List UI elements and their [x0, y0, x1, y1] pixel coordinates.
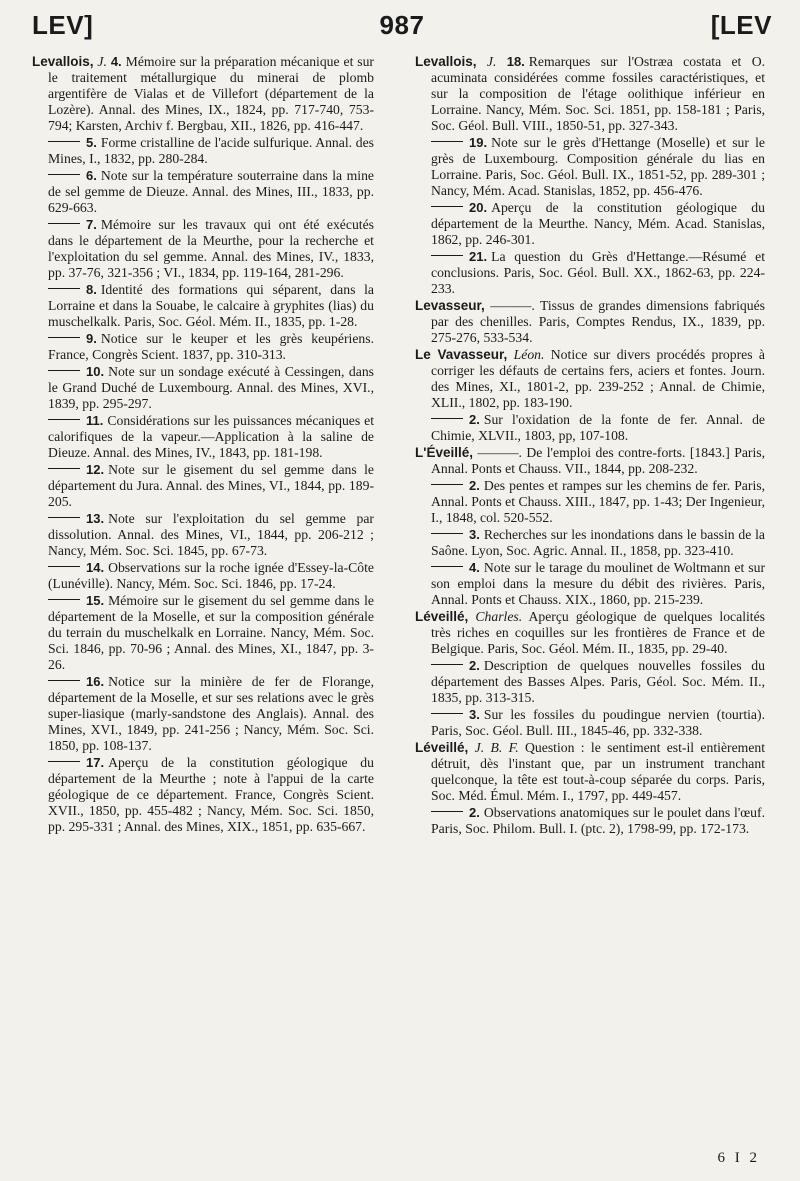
ditto-rule [48, 174, 80, 175]
entry-text: Aperçu de la constitution géologique du département de la Meurthe ; note à l'appui de la carte géologique de ce département. France, Congrès Scient. XVII., 1850, pp. 455-482 ; Nancy, Mém. Soc. Sci. 1850, pp. 295-331 ; Annal. des Mines, XIX., 1851, pp. 635-667. [48, 755, 374, 834]
ditto-rule [431, 566, 463, 567]
bibliography-entry [415, 200, 765, 248]
entry-number: 7. [86, 217, 97, 232]
ditto-rule [431, 484, 463, 485]
entry-text: Notice sur la minière de fer de Florange, département de la Moselle, et sur ses relations avec le grès super-liasique (marly-sandstone des Anglais). Annal. des Mines, XVI., 1849, pp. 241-256 ; Nancy, Mém. Soc. Sci. 1850, pp. 108-137. [48, 674, 374, 753]
entry-number: 13. [86, 511, 105, 526]
entry-number: 4. [469, 560, 480, 575]
entry-text: Mémoire sur les travaux qui ont été exécutés dans le département de la Meurthe, pour la recherche et l'exploitation du sel gemme. Annal. des Mines, IV., 1833, pp. 37-76, 321-356 ; VI., 1834, pp. 119-164, 281-296. [48, 217, 374, 280]
entry-number: 12. [86, 462, 105, 477]
bibliography-entry [32, 217, 374, 281]
bibliography-entry [415, 412, 765, 444]
author-name: Levallois, [32, 54, 94, 69]
entry-number: 3. [469, 527, 480, 542]
bibliography-entry-author [32, 54, 374, 134]
ditto-rule [431, 141, 463, 142]
entry-text: Observations sur la roche ignée d'Essey-la-Côte (Lunéville). Nancy, Mém. Soc. Sci. 1846, pp. 17-24. [48, 560, 374, 591]
right-column [415, 54, 765, 838]
entry-number: 16. [86, 674, 105, 689]
ditto-rule [431, 713, 463, 714]
entry-text: Note sur la température souterraine dans la mine de sel gemme de Dieuze. Annal. des Mines, III., 1833, pp. 629-663. [48, 168, 374, 215]
entry-text: ———. De l'emploi des contre-forts. [1843.] Paris, Annal. Ponts et Chauss. VII., 1844, pp. 208-232. [431, 445, 766, 476]
author-name: L'Éveillé, [415, 445, 473, 460]
author-name: Léveillé, [415, 609, 469, 624]
bibliography-entry [32, 593, 374, 673]
bibliography-entry-author [415, 54, 765, 134]
bibliography-entry [415, 805, 765, 837]
author-name: Léveillé, [415, 740, 469, 755]
bibliography-entry [32, 755, 374, 835]
entry-number: 3. [469, 707, 480, 722]
bibliography-entry [32, 560, 374, 592]
author-name: Le Vavasseur, [415, 347, 508, 362]
author-name: Levasseur, [415, 298, 485, 313]
entry-text: Note sur le tarage du moulinet de Woltmann et sur son emploi dans la mesure du débit des rivières. Paris, Annal. Ponts et Chauss. XIX., 1860, pp. 215-239. [431, 560, 765, 607]
entry-number: 15. [86, 593, 105, 608]
entry-number: 14. [86, 560, 105, 575]
ditto-rule [431, 811, 463, 812]
entry-number: 2. [469, 412, 480, 427]
entry-number: 2. [469, 478, 480, 493]
ditto-rule [48, 370, 80, 371]
entry-text: Question : le sentiment est-il entièrement détruit, dès l'instant que, par un instrument tranchant quelconque, la tête est tout-à-coup séparée du corps. Paris, Soc. Méd. Émul. Mém. I., 1797, pp. 449-457. [431, 740, 766, 803]
bibliography-entry [415, 249, 765, 297]
entry-number: 18. [506, 54, 525, 69]
entry-text: Recherches sur les inondations dans le bassin de la Saône. Lyon, Soc. Agric. Annal. II., 1858, pp. 323-410. [431, 527, 765, 558]
entry-number: 6. [86, 168, 97, 183]
bibliography-entry-author [415, 347, 765, 411]
signature-mark: 6 I 2 [717, 1150, 760, 1166]
entry-text: Note sur le grès d'Hettange (Moselle) et sur le grès de Luxembourg. Composition générale du lias en Lorraine. Paris, Soc. Géol. Bull. IX., 1851-52, pp. 289-301 ; Nancy, Mém. Acad. Stanislas, 1852, pp. 456-476. [431, 135, 765, 198]
entry-text: Identité des formations qui séparent, dans la Lorraine et dans la Souabe, le calcaire à gryphites (lias) du muschelkalk. Paris, Soc. Géol. Mém. II., 1835, pp. 1-28. [48, 282, 374, 329]
entry-number: 2. [469, 658, 480, 673]
entry-text: Note sur le gisement du sel gemme dans le département du Jura. Annal. des Mines, VI., 1844, pp. 189-205. [48, 462, 374, 509]
ditto-rule [48, 517, 80, 518]
entry-text: Considérations sur les puissances mécaniques et calorifiques de la vapeur.—Application à la saline de Dieuze. Annal. des Mines, IV., 1843, pp. 181-198. [48, 413, 374, 460]
entry-text: Mémoire sur la préparation mécanique et sur le traitement métallurgique du minerai de plomb argentifère de Vialas et de Villefort (département de la Lozère). Annal. des Mines, IX., 1824, pp. 717-740, 753-794; Karsten, Archiv f. Bergbau, XII., 1826, pp. 416-447. [48, 54, 374, 133]
author-name: Levallois, [415, 54, 477, 69]
running-header [32, 10, 772, 46]
bibliography-entry-author [415, 298, 765, 346]
ditto-rule [48, 337, 80, 338]
ditto-rule [431, 418, 463, 419]
ditto-rule [48, 761, 80, 762]
entry-text: Aperçu géologique de quelques localités très riches en coquilles sur les frontières de France et de Belgique. Paris, Soc. Géol. Mém. II., 1835, pp. 29-40. [431, 609, 766, 656]
bibliography-entry [415, 135, 765, 199]
bibliography-entry [415, 527, 765, 559]
header-right-guide-word: [LEV [710, 10, 772, 40]
entry-text: Des pentes et rampes sur les chemins de fer. Paris, Annal. Ponts et Chauss. XIII., 1847, pp. 1-43; Der Ingenieur, I., 1848, col. 520-552. [431, 478, 765, 525]
entry-text: Forme cristalline de l'acide sulfurique. Annal. des Mines, I., 1832, pp. 280-284. [48, 135, 374, 166]
entry-number: 10. [86, 364, 105, 379]
entry-text: Remarques sur l'Ostræa costata et O. acuminata considérées comme fossiles caractéristiques, et sur la composition de l'étage oolithique inférieur en Lorraine. Nancy, Mém. Soc. Sci. 1851, pp. 158-181 ; Paris, Soc. Géol. Bull. VIII., 1850-51, pp. 327-343. [431, 54, 766, 133]
ditto-rule [48, 599, 80, 600]
entry-text: ———. Tissus de grandes dimensions fabriqués par des chenilles. Paris, Comptes Rendus, IX., 1839, pp. 275-276, 533-534. [431, 298, 766, 345]
entry-number: 20. [469, 200, 488, 215]
entry-number: 2. [469, 805, 480, 820]
entry-number: 5. [86, 135, 97, 150]
entry-text: Note sur l'exploitation du sel gemme par dissolution. Annal. des Mines, VI., 1844, pp. 206-212 ; Nancy, Mém. Soc. Sci. 1845, pp. 67-73. [48, 511, 374, 558]
entry-text: Aperçu de la constitution géologique du département de la Meurthe. Nancy, Mém. Acad. Stanislas, 1862, pp. 246-301. [431, 200, 765, 247]
bibliography-entry [32, 168, 374, 216]
bibliography-entry-author [415, 445, 765, 477]
bibliography-entry [415, 658, 765, 706]
entry-text: Observations anatomiques sur le poulet dans l'œuf. Paris, Soc. Philom. Bull. I. (ptc. 2), 1798-99, pp. 172-173. [431, 805, 765, 836]
author-given-name: J. [97, 54, 107, 69]
entry-text: Notice sur divers procédés propres à corriger les défauts de certains fers, aciers et fontes. Journ. des Mines, XI., 1801-2, pp. 239-252 ; Annal. de Chimie, XLII., 1802, pp. 183-190. [431, 347, 765, 410]
ditto-rule [48, 141, 80, 142]
entry-number: 9. [86, 331, 97, 346]
author-given-name: Léon. [513, 347, 545, 362]
entry-number: 17. [86, 755, 105, 770]
ditto-rule [431, 255, 463, 256]
header-left-guide-word: LEV] [32, 10, 94, 40]
entry-text: Sur l'oxidation de la fonte de fer. Annal. de Chimie, XLVII., 1803, pp, 107-108. [431, 412, 765, 443]
author-given-name: Charles. [475, 609, 523, 624]
entry-number: 4. [110, 54, 122, 69]
bibliography-entry-author [415, 609, 765, 657]
bibliography-entry [415, 478, 765, 526]
bibliography-entry [32, 462, 374, 510]
entry-number: 11. [86, 413, 104, 428]
bibliography-entry [415, 560, 765, 608]
ditto-rule [431, 206, 463, 207]
ditto-rule [48, 223, 80, 224]
entry-number: 21. [469, 249, 488, 264]
bibliography-entry [415, 707, 765, 739]
bibliography-entry [32, 413, 374, 461]
bibliography-entry [32, 511, 374, 559]
ditto-rule [431, 664, 463, 665]
bibliography-entry [32, 364, 374, 412]
bibliography-entry [32, 674, 374, 754]
entry-text: Mémoire sur le gisement du sel gemme dans le département de la Moselle, et sur la composition générale du terrain du muschelkalk en Lorraine. Nancy, Mém. Soc. Sci. 1846, pp. 70-96 ; Annal. des Mines, XI., 1847, pp. 3-26. [48, 593, 374, 672]
entry-number: 8. [86, 282, 97, 297]
entry-text: La question du Grès d'Hettange.—Résumé et conclusions. Paris, Soc. Géol. Bull. XX., 1862-63, pp. 224-233. [431, 249, 765, 296]
ditto-rule [48, 468, 80, 469]
page-number: 987 [379, 10, 425, 40]
bibliography-entry [32, 282, 374, 330]
ditto-rule [48, 680, 80, 681]
bibliography-entry-author [415, 740, 765, 804]
ditto-rule [48, 419, 80, 420]
author-given-name: J. B. F. [474, 740, 519, 755]
left-column [32, 54, 374, 836]
ditto-rule [48, 566, 80, 567]
author-given-name: J. [486, 54, 497, 69]
ditto-rule [48, 288, 80, 289]
entry-number: 19. [469, 135, 488, 150]
entry-text: Notice sur le keuper et les grès keupériens. France, Congrès Scient. 1837, pp. 310-313. [48, 331, 374, 362]
ditto-rule [431, 533, 463, 534]
bibliography-entry [32, 135, 374, 167]
entry-text: Description de quelques nouvelles fossiles du département des Basses Alpes. Paris, Géol. Soc. Mém. II., 1835, pp. 313-315. [431, 658, 765, 705]
entry-text: Sur les fossiles du poudingue nervien (tourtia). Paris, Soc. Géol. Bull. III., 1845-46, pp. 332-338. [431, 707, 765, 738]
entry-text: Note sur un sondage exécuté à Cessingen, dans le Grand Duché de Luxembourg. Annal. des Mines, XVI., 1839, pp. 295-297. [48, 364, 374, 411]
bibliography-entry [32, 331, 374, 363]
